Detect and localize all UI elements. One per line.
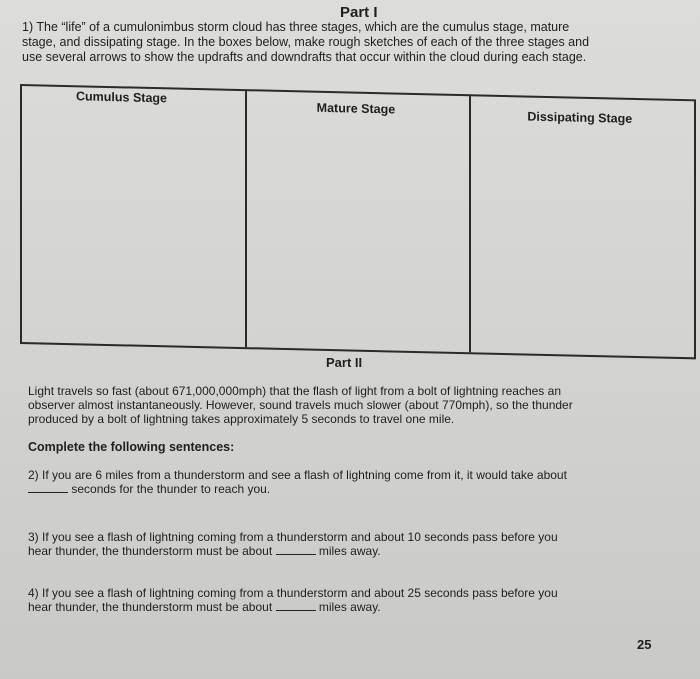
- part-2-title: Part II: [326, 355, 363, 370]
- intro-line: produced by a bolt of lightning takes approximately 5 seconds to travel one mile.: [28, 412, 455, 426]
- cumulus-stage-label: Cumulus Stage: [76, 89, 167, 106]
- part-2-intro: [28, 384, 678, 426]
- question-3: [28, 530, 668, 558]
- question-4-answer-blank[interactable]: [276, 610, 316, 611]
- question-1-line: stage, and dissipating stage. In the boxes below, make rough sketches of each of the three stages and: [22, 35, 590, 49]
- question-3-line2: [28, 544, 668, 558]
- mature-stage-box[interactable]: [247, 91, 472, 352]
- question-4-line2-end: miles away.: [318, 600, 381, 614]
- question-3-line1: 3) If you see a flash of lightning coming from a thunderstorm and about 10 seconds pass before you: [28, 530, 558, 544]
- intro-line: observer almost instantaneously. However, sound travels much slower (about 770mph), so the thunder: [28, 398, 573, 412]
- dissipating-stage-label: Dissipating Stage: [527, 109, 633, 126]
- mature-stage-label: Mature Stage: [316, 100, 396, 117]
- part-1-title: Part I: [340, 4, 378, 21]
- question-4-line1: 4) If you see a flash of lightning coming from a thunderstorm and about 25 seconds pass before you: [28, 586, 558, 600]
- intro-line: Light travels so fast (about 671,000,000mph) that the flash of light from a bolt of lightning reaches an: [28, 384, 561, 398]
- question-4: [28, 586, 668, 614]
- question-3-line2-end: miles away.: [318, 544, 381, 558]
- question-4-line2-text: hear thunder, the thunderstorm must be about: [28, 600, 273, 614]
- question-2-line2-text: seconds for the thunder to reach you.: [71, 482, 271, 496]
- dissipating-stage-box[interactable]: [471, 96, 694, 357]
- question-1-line: use several arrows to show the updrafts and downdrafts that occur within the cloud during each stage.: [22, 50, 587, 64]
- question-4-line2: [28, 600, 668, 614]
- question-1: [22, 20, 682, 65]
- stage-sketch-table: [20, 84, 696, 359]
- question-2-answer-blank[interactable]: [28, 492, 68, 493]
- instruction: Complete the following sentences:: [28, 440, 235, 454]
- question-2-line1: 2) If you are 6 miles from a thunderstorm and see a flash of lightning come from it, it would take about: [28, 468, 567, 482]
- question-2: [28, 468, 668, 496]
- question-3-answer-blank[interactable]: [276, 554, 316, 555]
- question-1-line: 1) The “life” of a cumulonimbus storm cloud has three stages, which are the cumulus stage, mature: [22, 20, 570, 34]
- question-3-line2-text: hear thunder, the thunderstorm must be about: [28, 544, 273, 558]
- cumulus-stage-box[interactable]: [22, 86, 247, 347]
- page-number: 25: [637, 637, 652, 652]
- question-2-line2: [28, 482, 668, 496]
